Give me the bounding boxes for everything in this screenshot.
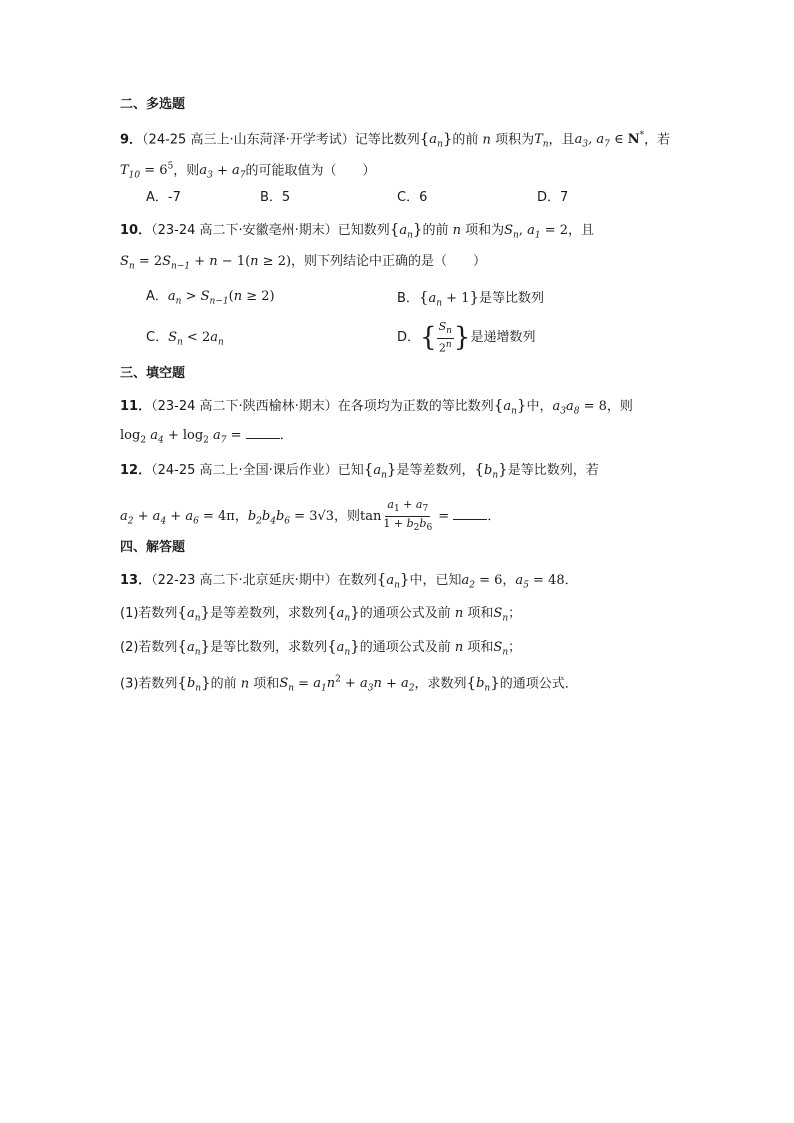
question-12-line-2: $a_2 + a_4 + a_6 = 4\pi$，$b_2b_4b_6 = 3√3$，则tan $\frac{a_1 + a_7}{1 + b_2b_6}$ = ． [120, 498, 501, 534]
question-13-part-3: (3)若数列$\{b_n\}$的前 n 项和$S_n = a_1n^2 + a_3n + a_2$，求数列$\{b_n\}$的通项公式． [120, 673, 578, 694]
question-9-option-b: B．5 [260, 190, 291, 205]
question-13-source: （22-23 高二下·北京延庆·期中） [151, 573, 338, 588]
section-title-multi-choice: 二、多选题 [120, 97, 186, 112]
question-9-option-a: A．-7 [146, 190, 181, 205]
question-12-source: （24-25 高二上·全国·课后作业） [151, 463, 338, 478]
question-9-line-1: 9．（24-25 高三上·山东菏泽·开学考试）记等比数列$\{a_n\}$的前 n 项积为$T_n$，且$a_3$, $a_7$ ∈ N*，若 [120, 129, 671, 150]
question-9-line-2: $T_{10} = 6^5$，则$a_3 + a_7$的可能取值为（ ） [120, 162, 376, 181]
question-10-option-d: D．{ $\frac{S_n}{2^n}$ }是递增数列 [397, 320, 536, 355]
question-10-option-b: B．$\{a_n + 1\}$是等比数列 [397, 288, 545, 309]
section-title-fill-blank: 三、填空题 [120, 366, 186, 381]
answer-blank[interactable] [453, 507, 487, 520]
question-10-option-c: C．$S_n < 2a_n$ [146, 330, 224, 348]
question-10-number: 10． [120, 223, 152, 238]
question-13-line-1: 13．（22-23 高二下·北京延庆·期中）在数列$\{a_n\}$中，已知$a_2 = 6$，$a_5 = 48$． [120, 570, 578, 591]
question-13-part-1: (1)若数列$\{a_n\}$是等差数列，求数列$\{a_n\}$的通项公式及前 n 项和$S_n$； [120, 603, 522, 624]
question-13-number: 13． [120, 573, 152, 588]
question-9-source: （24-25 高三上·山东菏泽·开学考试） [142, 132, 355, 148]
question-9-option-c: C．6 [397, 190, 428, 205]
question-11-source: （23-24 高二下·陕西榆林·期末） [151, 399, 338, 414]
question-11-number: 11． [120, 399, 152, 414]
question-10-line-1: 10．（23-24 高二下·安徽亳州·期末）已知数列$\{a_n\}$的前 n 项和为$S_n$, $a_1 = 2$，且 [120, 220, 595, 241]
section-title-solution: 四、解答题 [120, 540, 186, 555]
question-13-part-2: (2)若数列$\{a_n\}$是等比数列，求数列$\{a_n\}$的通项公式及前 n 项和$S_n$； [120, 637, 522, 658]
answer-blank[interactable] [246, 426, 280, 439]
question-10-option-a: A．$a_n > S_{n-1}(n \ge 2)$ [146, 289, 275, 307]
question-11-line-2: $\log_2 a_4 + \log_2 a_7$ = ． [120, 428, 293, 446]
question-12-line-1: 12．（24-25 高二上·全国·课后作业）已知$\{a_n\}$是等差数列，$\{b_n\}$是等比数列，若 [120, 460, 599, 481]
question-10-source: （23-24 高二下·安徽亳州·期末） [151, 223, 338, 238]
question-9-option-d: D．7 [537, 190, 569, 205]
question-11-line-1: 11．（23-24 高二下·陕西榆林·期末）在各项均为正数的等比数列$\{a_n\}$中，$a_3a_8 = 8$，则 [120, 396, 633, 417]
question-10-line-2: $S_n = 2S_{n-1} + n - 1(n \ge 2)$，则下列结论中正确的是（ ） [120, 254, 487, 272]
question-9-number: 9． [120, 132, 143, 148]
question-12-number: 12． [120, 463, 152, 478]
